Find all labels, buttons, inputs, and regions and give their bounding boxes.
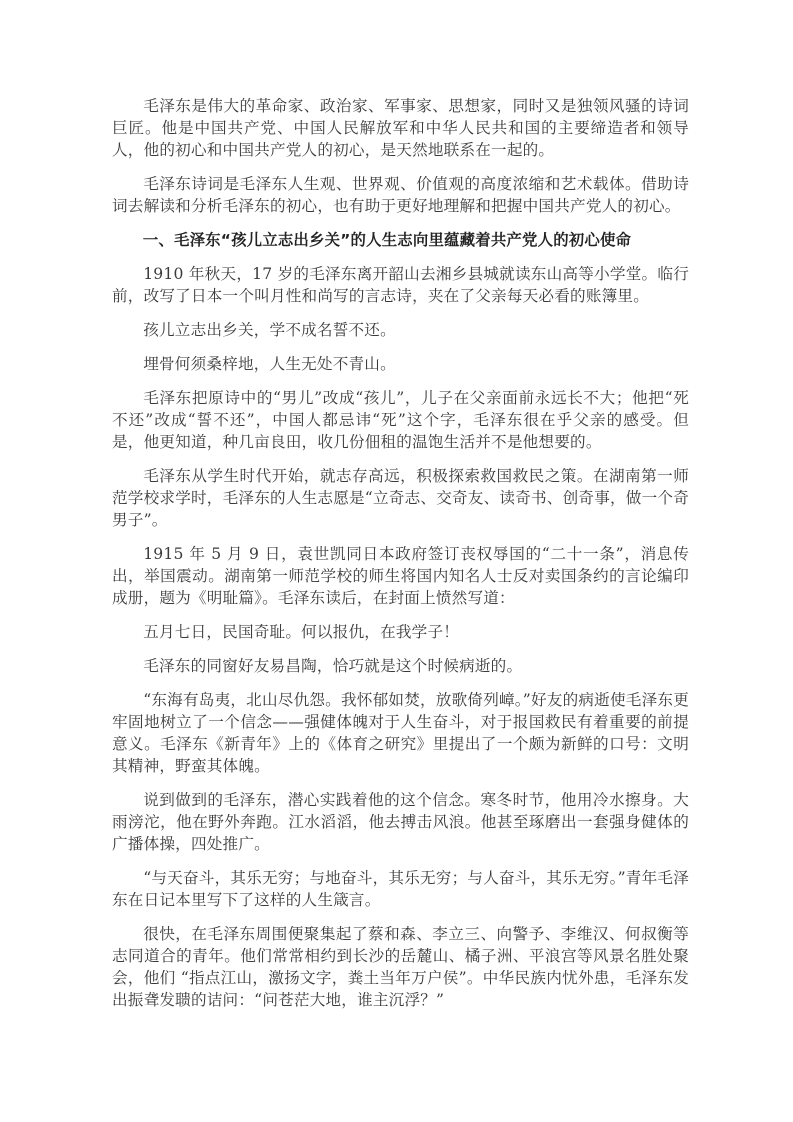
paragraph: 说到做到的毛泽东，潜心实践着他的这个信念。寒冬时节，他用冷水擦身。大雨滂沱，他在野外奔跑。江水滔滔，他去搏击风浪。他甚至琢磨出一套强身健体的广播体操，四处推广。: [112, 791, 689, 853]
document-page: [112, 95, 689, 1023]
paragraph: 毛泽东的同窗好友易昌陶，恰巧就是这个时候病逝的。: [143, 657, 523, 675]
paragraph: “与天奋斗，其乐无穷；与地奋斗，其乐无穷；与人奋斗，其乐无穷。”青年毛泽东在日记本里写下了这样的人生箴言。: [112, 869, 689, 909]
paragraph: 1915 年 5 月 9 日，袁世凯同日本政府签订丧权辱国的“二十一条”，消息传出，举国震动。湖南第一师范学校的师生将国内知名人士反对卖国条约的言论编印成册，题为《明耻篇》。毛泽东读后，在封面上愤然写道：: [112, 545, 689, 607]
paragraph-intro-2: 毛泽东诗词是毛泽东人生观、世界观、价值观的高度浓缩和艺术载体。借助诗词去解读和分析毛泽东的初心，也有助于更好地理解和把握中国共产党人的初心。: [112, 175, 689, 215]
poem-line-2: 埋骨何须桑梓地，人生无处不青山。: [143, 355, 396, 373]
quote-line: 五月七日，民国奇耻。何以报仇，在我学子！: [143, 623, 460, 641]
paragraph: 毛泽东从学生时代开始，就志存高远，积极探索救国救民之策。在湖南第一师范学校求学时，毛泽东的人生志愿是“立奇志、交奇友、读奇书、创奇事，做一个奇男子”。: [112, 467, 689, 529]
poem-line-1: 孩儿立志出乡关，学不成名誓不还。: [143, 321, 396, 339]
paragraph: 毛泽东把原诗中的“男儿”改成“孩儿”，儿子在父亲面前永远长不大；他把“死不还”改成“誓不还”，中国人都忌讳“死”这个字，毛泽东很在乎父亲的感受。但是，他更知道，种几亩良田，收几份佃租的温饱生活并不是他想要的。: [112, 389, 689, 451]
paragraph-intro-1: 毛泽东是伟大的革命家、政治家、军事家、思想家，同时又是独领风骚的诗词巨匠。他是中国共产党、中国人民解放军和中华人民共和国的主要缔造者和领导人，他的初心和中国共产党人的初心，是天然地联系在一起的。: [112, 97, 689, 159]
paragraph: 1910 年秋天，17 岁的毛泽东离开韶山去湘乡县城就读东山高等小学堂。临行前，改写了日本一个叫月性和尚写的言志诗，夹在了父亲每天必看的账簿里。: [112, 265, 689, 305]
paragraph: 很快，在毛泽东周围便聚集起了蔡和森、李立三、向警予、李维汉、何叔衡等志同道合的青年。他们常常相约到长沙的岳麓山、橘子洲、平浪宫等风景名胜处聚会，他们 “指点江山，激扬文字，粪土当年万户侯”。中华民族内忧外患，毛泽东发出振聋发聩的诘问：“问苍茫大地，谁主沉浮？”: [112, 925, 689, 1009]
paragraph: “东海有岛夷，北山尽仇怨。我怀郁如焚，放歌倚列嶂。”好友的病逝使毛泽东更牢固地树立了一个信念——强健体魄对于人生奋斗，对于报国救民有着重要的前提意义。毛泽东《新青年》上的《体育之研究》里提出了一个颇为新鲜的口号：文明其精神，野蛮其体魄。: [112, 691, 689, 775]
section-heading-1: 一、毛泽东“孩儿立志出乡关”的人生志向里蕴藏着共产党人的初心使命: [142, 231, 632, 249]
